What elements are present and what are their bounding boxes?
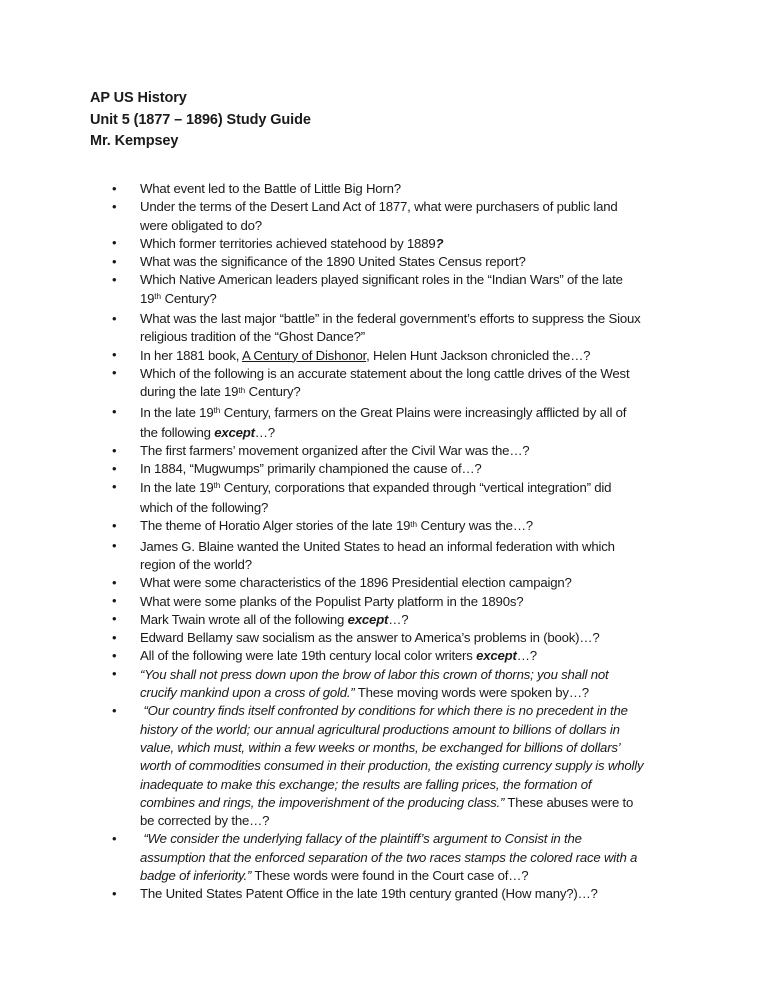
bullet-icon: • xyxy=(112,517,117,533)
text-run: Under the terms of the Desert Land Act of 1877, what were purchasers of public land were obligated to do? xyxy=(140,199,621,233)
list-item xyxy=(90,180,646,198)
bullet-icon: • xyxy=(112,611,117,627)
doc-teacher-name: Mr. Kempsey xyxy=(90,133,179,150)
text-run: James G. Blaine wanted the United States to head an informal federation with which region of the world? xyxy=(140,538,619,572)
doc-unit-title: Unit 5 (1877 – 1896) Study Guide xyxy=(90,111,311,128)
text-run: Century? xyxy=(245,384,301,400)
text-run: th xyxy=(238,385,246,395)
list-item xyxy=(90,593,646,611)
list-item xyxy=(90,647,646,665)
list-item xyxy=(90,885,646,903)
doc-course-title: AP US History xyxy=(90,90,187,106)
text-run: Century was the…? xyxy=(417,518,533,534)
text-run: Century? xyxy=(161,290,217,306)
text-run: In the late 19 xyxy=(140,404,214,420)
text-run: These words were found in the Court case of…? xyxy=(251,867,529,883)
list-item xyxy=(90,702,646,830)
text-run: What were some characteristics of the 1896 Presidential election campaign? xyxy=(140,575,572,591)
text-run: ? xyxy=(435,235,444,251)
list-item xyxy=(90,629,646,647)
text-run: What was the significance of the 1890 United States Census report? xyxy=(140,254,526,270)
list-item xyxy=(90,666,646,703)
text-run: th xyxy=(213,405,221,415)
list-item xyxy=(90,271,646,310)
text-run: th xyxy=(213,481,221,491)
bullet-icon: • xyxy=(112,538,117,554)
bullet-icon: • xyxy=(112,365,117,381)
text-run: These abuses were to be corrected by the…? xyxy=(140,794,637,829)
bullet-icon: • xyxy=(112,404,117,420)
bullet-icon: • xyxy=(112,885,117,901)
text-run: …? xyxy=(254,424,275,440)
text-run: except xyxy=(476,648,517,664)
bullet-icon: • xyxy=(112,235,117,251)
list-item xyxy=(90,517,646,537)
text-run: except xyxy=(347,611,389,627)
text-run: …? xyxy=(516,648,537,664)
document-header xyxy=(90,88,311,153)
bullet-icon: • xyxy=(112,666,117,682)
text-run: “Our country finds itself confronted by conditions for which there is no precedent in the history of the world; our annual agricultural productions amount to billions of dollars in value, which must, within a few weeks or months, be exchanged for billions of dollars’ worth of commodities consumed in their production, the existing currency supply is wholly inadequate to make this exchange; the results are falling prices, the formation of combines and rings, the impoverishment of the producing class.” xyxy=(140,703,647,810)
text-run: All of the following were late 19th century local color writers xyxy=(140,648,477,664)
text-run: These moving words were spoken by…? xyxy=(354,685,589,701)
bullet-icon: • xyxy=(112,180,117,196)
bullet-icon: • xyxy=(112,442,117,458)
bullet-icon: • xyxy=(112,460,117,476)
bullet-icon: • xyxy=(112,310,117,326)
bullet-icon: • xyxy=(112,830,117,846)
bullet-icon: • xyxy=(112,629,117,645)
text-run: The United States Patent Office in the late 19th century granted (How many?)…? xyxy=(140,886,598,902)
list-item xyxy=(90,198,646,235)
text-run: In the late 19 xyxy=(140,479,214,495)
text-run: In 1884, “Mugwumps” primarily championed the cause of…? xyxy=(140,461,482,477)
bullet-icon: • xyxy=(112,702,117,718)
text-run: th xyxy=(154,292,162,302)
bullet-icon: • xyxy=(112,271,117,287)
bullet-icon: • xyxy=(112,347,117,363)
text-run: A Century of Dishonor xyxy=(241,347,367,363)
text-run: …? xyxy=(388,611,409,627)
text-run: Which former territories achieved statehood by 1889 xyxy=(140,235,436,251)
text-run: “We consider the underlying fallacy of the plaintiff’s argument to Consist in the assumption that the enforced separation of the two races stamps the colored race with a badge of inferiority.” xyxy=(140,831,641,883)
bullet-icon: • xyxy=(112,198,117,214)
text-run: Edward Bellamy saw socialism as the answer to America’s problems in (book)…? xyxy=(140,630,600,646)
text-run: except xyxy=(214,424,255,440)
text-run: In her 1881 book, xyxy=(140,347,242,363)
list-item xyxy=(90,830,646,885)
text-run: What was the last major “battle” in the federal government’s efforts to suppress the Sioux religious tradition of the “Ghost Dance?” xyxy=(140,311,644,345)
text-run: What were some planks of the Populist Party platform in the 1890s? xyxy=(140,593,524,609)
text-run: The first farmers’ movement organized after the Civil War was the…? xyxy=(140,443,530,459)
bullet-icon: • xyxy=(112,479,117,495)
bullet-icon: • xyxy=(112,647,117,663)
text-run: , Helen Hunt Jackson chronicled the…? xyxy=(366,347,591,363)
text-run: The theme of Horatio Alger stories of the late 19 xyxy=(140,518,411,534)
text-run: Century, corporations that expanded through “vertical integration” did which of the following? xyxy=(140,479,615,516)
list-item xyxy=(90,442,646,460)
text-run: Century, farmers on the Great Plains were increasingly afflicted by all of the following xyxy=(140,404,630,440)
text-run: What event led to the Battle of Little Big Horn? xyxy=(140,181,401,196)
list-item xyxy=(90,253,646,271)
text-run: Mark Twain wrote all of the following xyxy=(140,611,348,627)
list-item xyxy=(90,538,646,575)
text-run: “You shall not press down upon the brow of labor this crown of thorns; you shall not crucify mankind upon a cross of gold.” xyxy=(140,666,612,701)
list-item xyxy=(90,404,646,443)
bullet-icon: • xyxy=(112,253,117,269)
question-list xyxy=(90,180,646,904)
list-item xyxy=(90,479,646,518)
list-item xyxy=(90,235,646,253)
bullet-icon: • xyxy=(112,593,117,609)
list-item xyxy=(90,347,646,365)
text-run: Which of the following is an accurate statement about the long cattle drives of the West during the late 19 xyxy=(140,365,633,400)
text-run: th xyxy=(410,519,418,529)
bullet-icon: • xyxy=(112,574,117,590)
list-item xyxy=(90,611,646,629)
list-item xyxy=(90,310,646,347)
text-run: Which Native American leaders played significant roles in the “Indian Wars” of the late 19 xyxy=(140,272,627,306)
list-item xyxy=(90,574,646,592)
list-item xyxy=(90,365,646,404)
list-item xyxy=(90,460,646,478)
